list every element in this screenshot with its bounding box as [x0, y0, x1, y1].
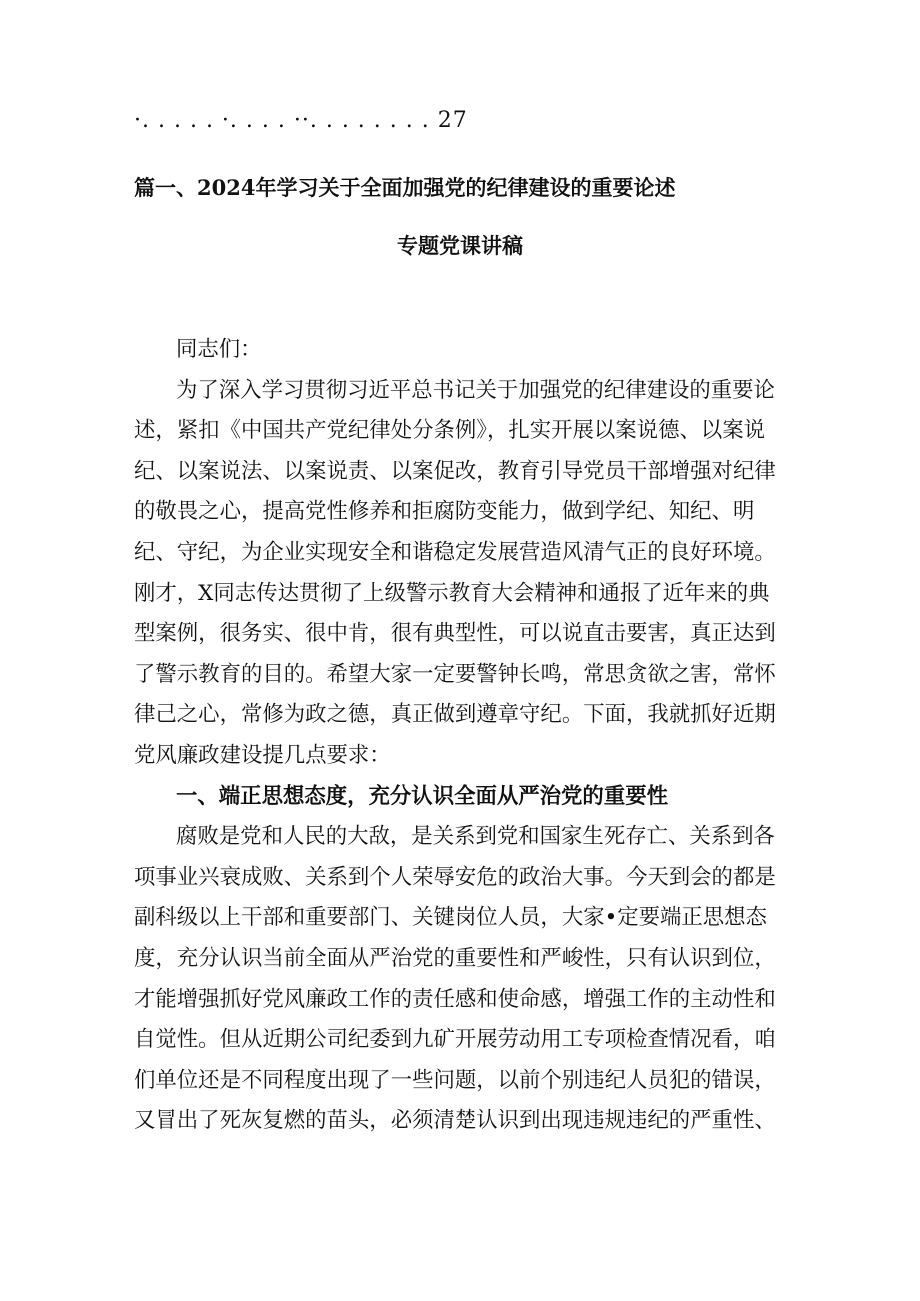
paragraph-line: 腐败是党和人民的大敌，是关系到党和国家生死存亡、关系到各 [176, 824, 775, 850]
paragraph-line: 项事业兴衰成败、关系到个人荣辱安危的政治大事。今天到会的都是 [134, 864, 776, 890]
paragraph-line: 刚才，X同志传达贯彻了上级警示教育大会精神和通报了近年来的典 [134, 580, 770, 606]
article-subtitle: 专题党课讲稿 [397, 233, 523, 258]
paragraph-line: 又冒出了死灰复燃的苗头，必须清楚认识到出现违规违纪的严重性、 [134, 1108, 776, 1134]
paragraph-line: 了警示教育的目的。希望大家一定要警钟长鸣，常思贪欲之害，常怀 [134, 661, 776, 687]
paragraph-line: 自觉性。但从近期公司纪委到九矿开展劳动用工专项检查情况看，咱 [134, 1027, 776, 1053]
paragraph-line: 的敬畏之心，提高党性修养和拒腐防变能力，做到学纪、知纪、明 [134, 499, 755, 525]
paragraph-line: 纪、以案说法、以案说责、以案促改，教育引导党员干部增强对纪律 [134, 458, 776, 484]
paragraph-line: 律己之心，常修为政之德，真正做到遵章守纪。下面，我就抓好近期 [134, 702, 776, 728]
article-title: 篇一、2024年学习关于全面加强党的纪律建设的重要论述 [134, 175, 676, 200]
paragraph-line: 度，充分认识当前全面从严治党的重要性和严峻性，只有认识到位， [134, 945, 776, 971]
paragraph-line: 才能增强抓好党风廉政工作的责任感和使命感，增强工作的主动性和 [134, 986, 776, 1012]
paragraph-line: 同志们： [176, 337, 262, 362]
article-body [134, 330, 794, 1142]
paragraph-line: 们单位还是不同程度出现了一些问题，以前个别违纪人员犯的错误， [134, 1067, 776, 1093]
paragraph-line: 纪、守纪，为企业实现安全和谐稳定发展营造风清气正的良好环境。 [134, 539, 776, 565]
paragraph-line: 型案例，很务实、很中肯，很有典型性，可以说直击要害，真正达到 [134, 621, 776, 647]
paragraph-line: 副科级以上干部和重要部门、关键岗位人员，大家•定要端正思想态 [134, 905, 767, 931]
section-heading: 一、端正思想态度，充分认识全面从严治党的重要性 [176, 783, 668, 809]
paragraph-line: 为了深入学习贯彻习近平总书记关于加强党的纪律建设的重要论 [176, 377, 775, 403]
paragraph-line: 党风廉政建设提几点要求： [134, 742, 391, 768]
toc-entry: ·. . . . . ·. . . . ··. . . . . . . . 27 [134, 108, 468, 133]
paragraph-line: 述，紧扣《中国共产党纪律处分条例》，扎实开展以案说德、以案说 [134, 418, 766, 444]
